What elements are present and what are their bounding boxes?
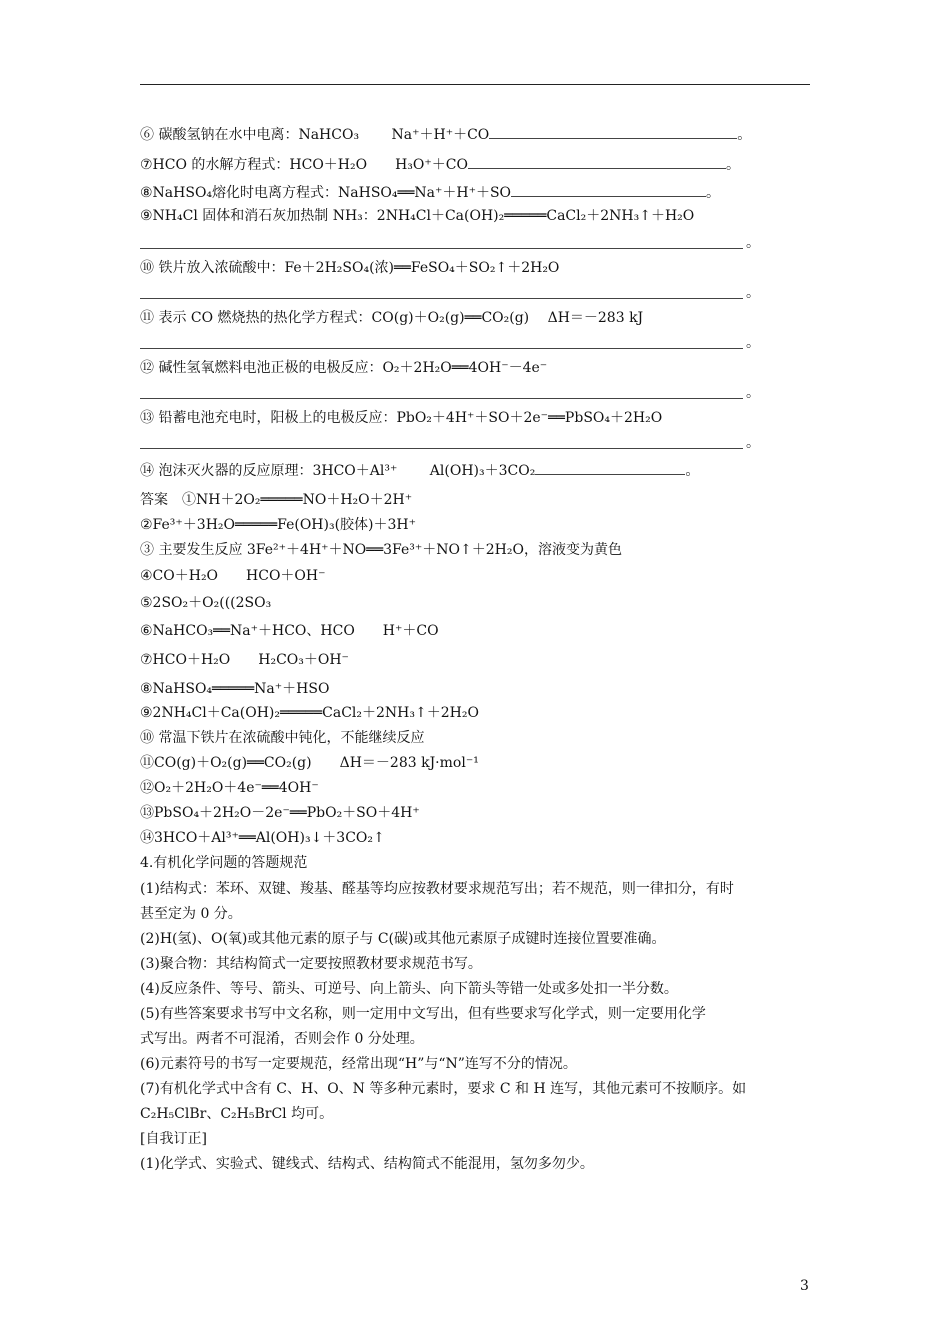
question-8: ⑧NaHSO₄熔化时电离方程式：NaHSO₄══Na⁺＋H⁺＋SO 。: [140, 182, 720, 203]
section-title: 4.有机化学问题的答题规范: [140, 855, 308, 871]
rule-3: (3)聚合物：其结构简式一定要按照教材要求规范书写。: [140, 956, 482, 972]
answer-9: ⑨2NH₄Cl＋Ca(OH)₂═════CaCl₂＋2NH₃↑＋2H₂O: [140, 705, 479, 721]
answer-line: [140, 398, 743, 399]
period: 。: [746, 335, 760, 351]
answer-blank: [489, 124, 737, 139]
answer-line: [140, 348, 743, 349]
question-12: ⑫ 碱性氢氧燃料电池正极的电极反应：O₂＋2H₂O══4OH⁻－4e⁻: [140, 360, 548, 376]
question-7: ⑦HCO 的水解方程式：HCO＋H₂O H₃O⁺＋CO 。: [140, 154, 740, 175]
header-rule: [140, 84, 810, 85]
answer-line: [140, 248, 743, 249]
rule-7-line-1: (7)有机化学式中含有 C、H、O、N 等多种元素时，要求 C 和 H 连写，其他元素可不按顺序。如: [140, 1081, 747, 1097]
answer-4: ④CO＋H₂O HCO＋OH⁻: [140, 568, 326, 584]
answer-line: [140, 298, 743, 299]
answer-11: ⑪CO(g)＋O₂(g)══CO₂(g) ΔH＝－283 kJ·mol⁻¹: [140, 755, 479, 771]
answer-2: ②Fe³⁺＋3H₂O═════Fe(OH)₃(胶体)＋3H⁺: [140, 517, 417, 533]
period: 。: [746, 285, 760, 301]
answer-blank: [535, 460, 685, 475]
period: 。: [746, 435, 760, 451]
rule-7-line-2: C₂H₅ClBr、C₂H₅BrCl 均可。: [140, 1106, 334, 1122]
rule-5-line-1: (5)有些答案要求书写中文名称，则一定用中文写出，但有些要求写化学式，则一定要用化学: [140, 1006, 706, 1022]
answer-blank: [511, 182, 706, 197]
rule-1-line-1: (1)结构式：苯环、双键、羧基、醛基等均应按教材要求规范写出；若不规范，则一律扣分，有时: [140, 881, 734, 897]
question-11: ⑪ 表示 CO 燃烧热的热化学方程式：CO(g)＋O₂(g)══CO₂(g) ΔH＝－283 kJ: [140, 310, 644, 326]
answer-6: ⑥NaHCO₃══Na⁺＋HCO、HCO H⁺＋CO: [140, 623, 439, 639]
answer-3: ③ 主要发生反应 3Fe²⁺＋4H⁺＋NO══3Fe³⁺＋NO↑＋2H₂O，溶液变为黄色: [140, 542, 622, 558]
answer-line: [140, 448, 743, 449]
question-6: ⑥ 碳酸氢钠在水中电离：NaHCO₃ Na⁺＋H⁺＋CO 。: [140, 124, 751, 145]
answer-13: ⑬PbSO₄＋2H₂O－2e⁻══PbO₂＋SO＋4H⁺: [140, 805, 420, 821]
self-correct-heading: [自我订正]: [140, 1131, 207, 1147]
rule-5-line-2: 式写出。两者不可混淆，否则会作 0 分处理。: [140, 1031, 424, 1047]
question-13: ⑬ 铅蓄电池充电时，阳极上的电极反应：PbO₂＋4H⁺＋SO＋2e⁻══PbSO₄＋2H₂O: [140, 410, 663, 426]
page-number: 3: [800, 1278, 809, 1294]
rule-2: (2)H(氢)、O(氧)或其他元素的原子与 C(碳)或其他元素原子成键时连接位置要准确。: [140, 931, 666, 947]
answer-heading: 答案 ①NH＋2O₂═════NO＋H₂O＋2H⁺: [140, 492, 413, 508]
period: 。: [746, 385, 760, 401]
rule-6: (6)元素符号的书写一定要规范，经常出现“H”与“N”连写不分的情况。: [140, 1056, 577, 1072]
answer-12: ⑫O₂＋2H₂O＋4e⁻══4OH⁻: [140, 780, 319, 796]
answer-5: ⑤2SO₂＋O₂(((2SO₃: [140, 595, 272, 611]
answer-14: ⑭3HCO＋Al³⁺══Al(OH)₃↓＋3CO₂↑: [140, 830, 385, 846]
rule-4: (4)反应条件、等号、箭头、可逆号、向上箭头、向下箭头等错一处或多处扣一半分数。: [140, 981, 678, 997]
period: 。: [746, 235, 760, 251]
self-correct-1: (1)化学式、实验式、键线式、结构式、结构简式不能混用，氢勿多勿少。: [140, 1156, 594, 1172]
question-9: ⑨NH₄Cl 固体和消石灰加热制 NH₃：2NH₄Cl＋Ca(OH)₂═════CaCl₂＋2NH₃↑＋H₂O: [140, 208, 695, 224]
answer-10: ⑩ 常温下铁片在浓硫酸中钝化，不能继续反应: [140, 730, 425, 746]
answer-blank: [468, 154, 726, 169]
answer-7: ⑦HCO＋H₂O H₂CO₃＋OH⁻: [140, 652, 349, 668]
question-10: ⑩ 铁片放入浓硫酸中：Fe＋2H₂SO₄(浓)══FeSO₄＋SO₂↑＋2H₂O: [140, 260, 560, 276]
rule-1-line-2: 甚至定为 0 分。: [140, 906, 242, 922]
answer-8: ⑧NaHSO₄═════Na⁺＋HSO: [140, 681, 330, 697]
question-14: ⑭ 泡沫灭火器的反应原理：3HCO＋Al³⁺ Al(OH)₃＋3CO₂ 。: [140, 460, 699, 481]
